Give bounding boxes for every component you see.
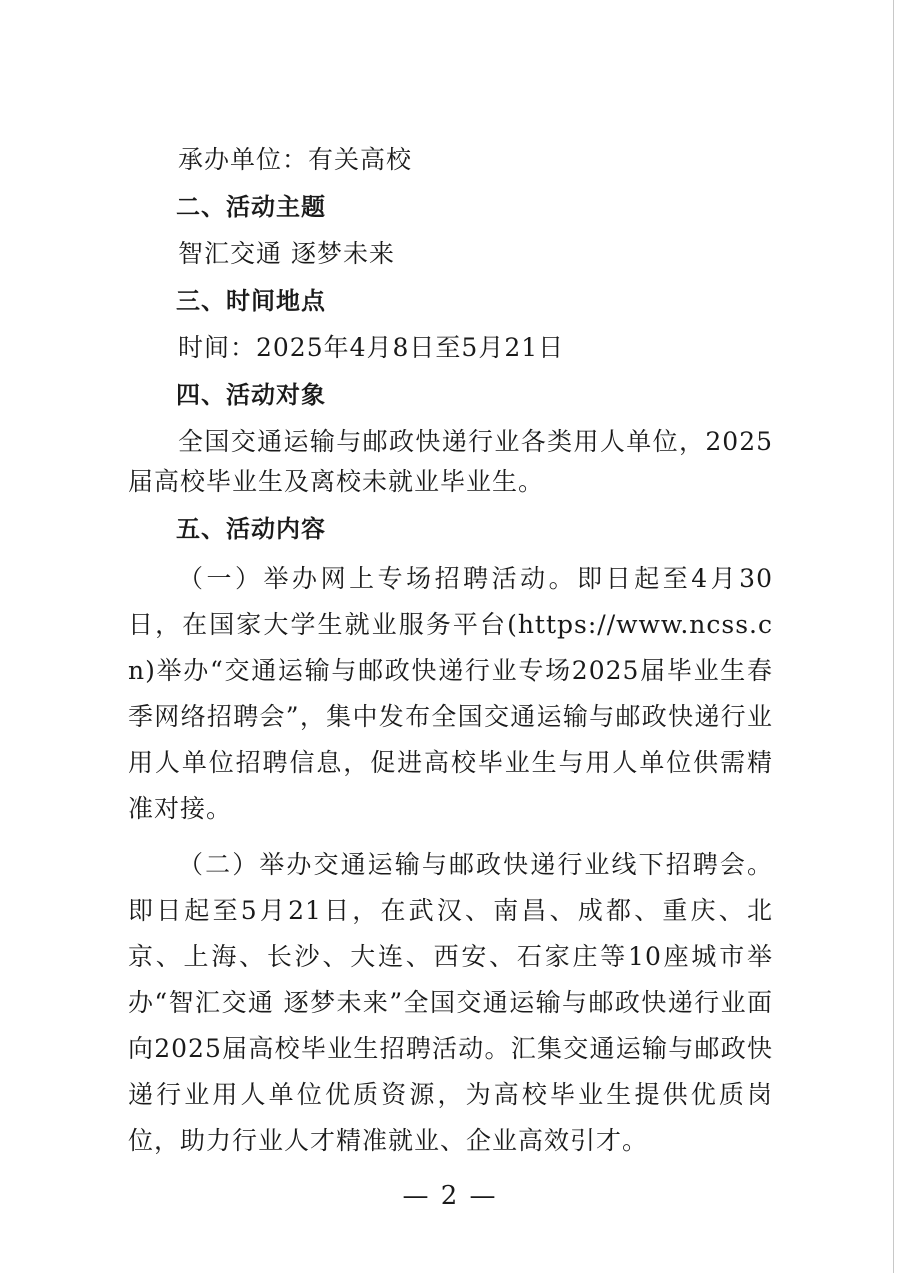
activity-target-text: 全国交通运输与邮政快递行业各类用人单位，2025届高校毕业生及离校未就业毕业生。 <box>128 427 773 496</box>
document-body <box>128 140 773 1174</box>
heading-time-location: 三、时间地点 <box>176 287 326 315</box>
activity-theme-text: 智汇交通 逐梦未来 <box>178 239 395 268</box>
page-number: — 2 — <box>402 1181 498 1211</box>
content-item-online: （一）举办网上专场招聘活动。即日起至4月30日，在国家大学生就业服务平台(https://www.ncss.cn)举办“交通运输与邮政快递行业专场2025届毕业生春季网络招聘会”，集中发布全国交通运输与邮政快递行业用人单位招聘信息，促进高校毕业生与用人单位供需精准对接。 <box>128 564 773 823</box>
content-item-offline: （二）举办交通运输与邮政快递行业线下招聘会。即日起至5月21日，在武汉、南昌、成都、重庆、北京、上海、长沙、大连、西安、石家庄等10座城市举办“智汇交通 逐梦未来”全国交通运输与邮政快递行业面向2025届高校毕业生招聘活动。汇集交通运输与邮政快递行业用人单位优质资源，为高校毕业生提供优质岗位，助力行业人才精准就业、企业高效引才。 <box>128 850 773 1155</box>
page-edge-line <box>893 0 894 1273</box>
heading-activity-theme: 二、活动主题 <box>176 193 326 221</box>
heading-activity-content: 五、活动内容 <box>176 515 326 543</box>
organizer-line: 承办单位：有关高校 <box>178 145 413 174</box>
heading-activity-target: 四、活动对象 <box>176 381 326 409</box>
time-text: 时间：2025年4月8日至5月21日 <box>178 333 565 362</box>
